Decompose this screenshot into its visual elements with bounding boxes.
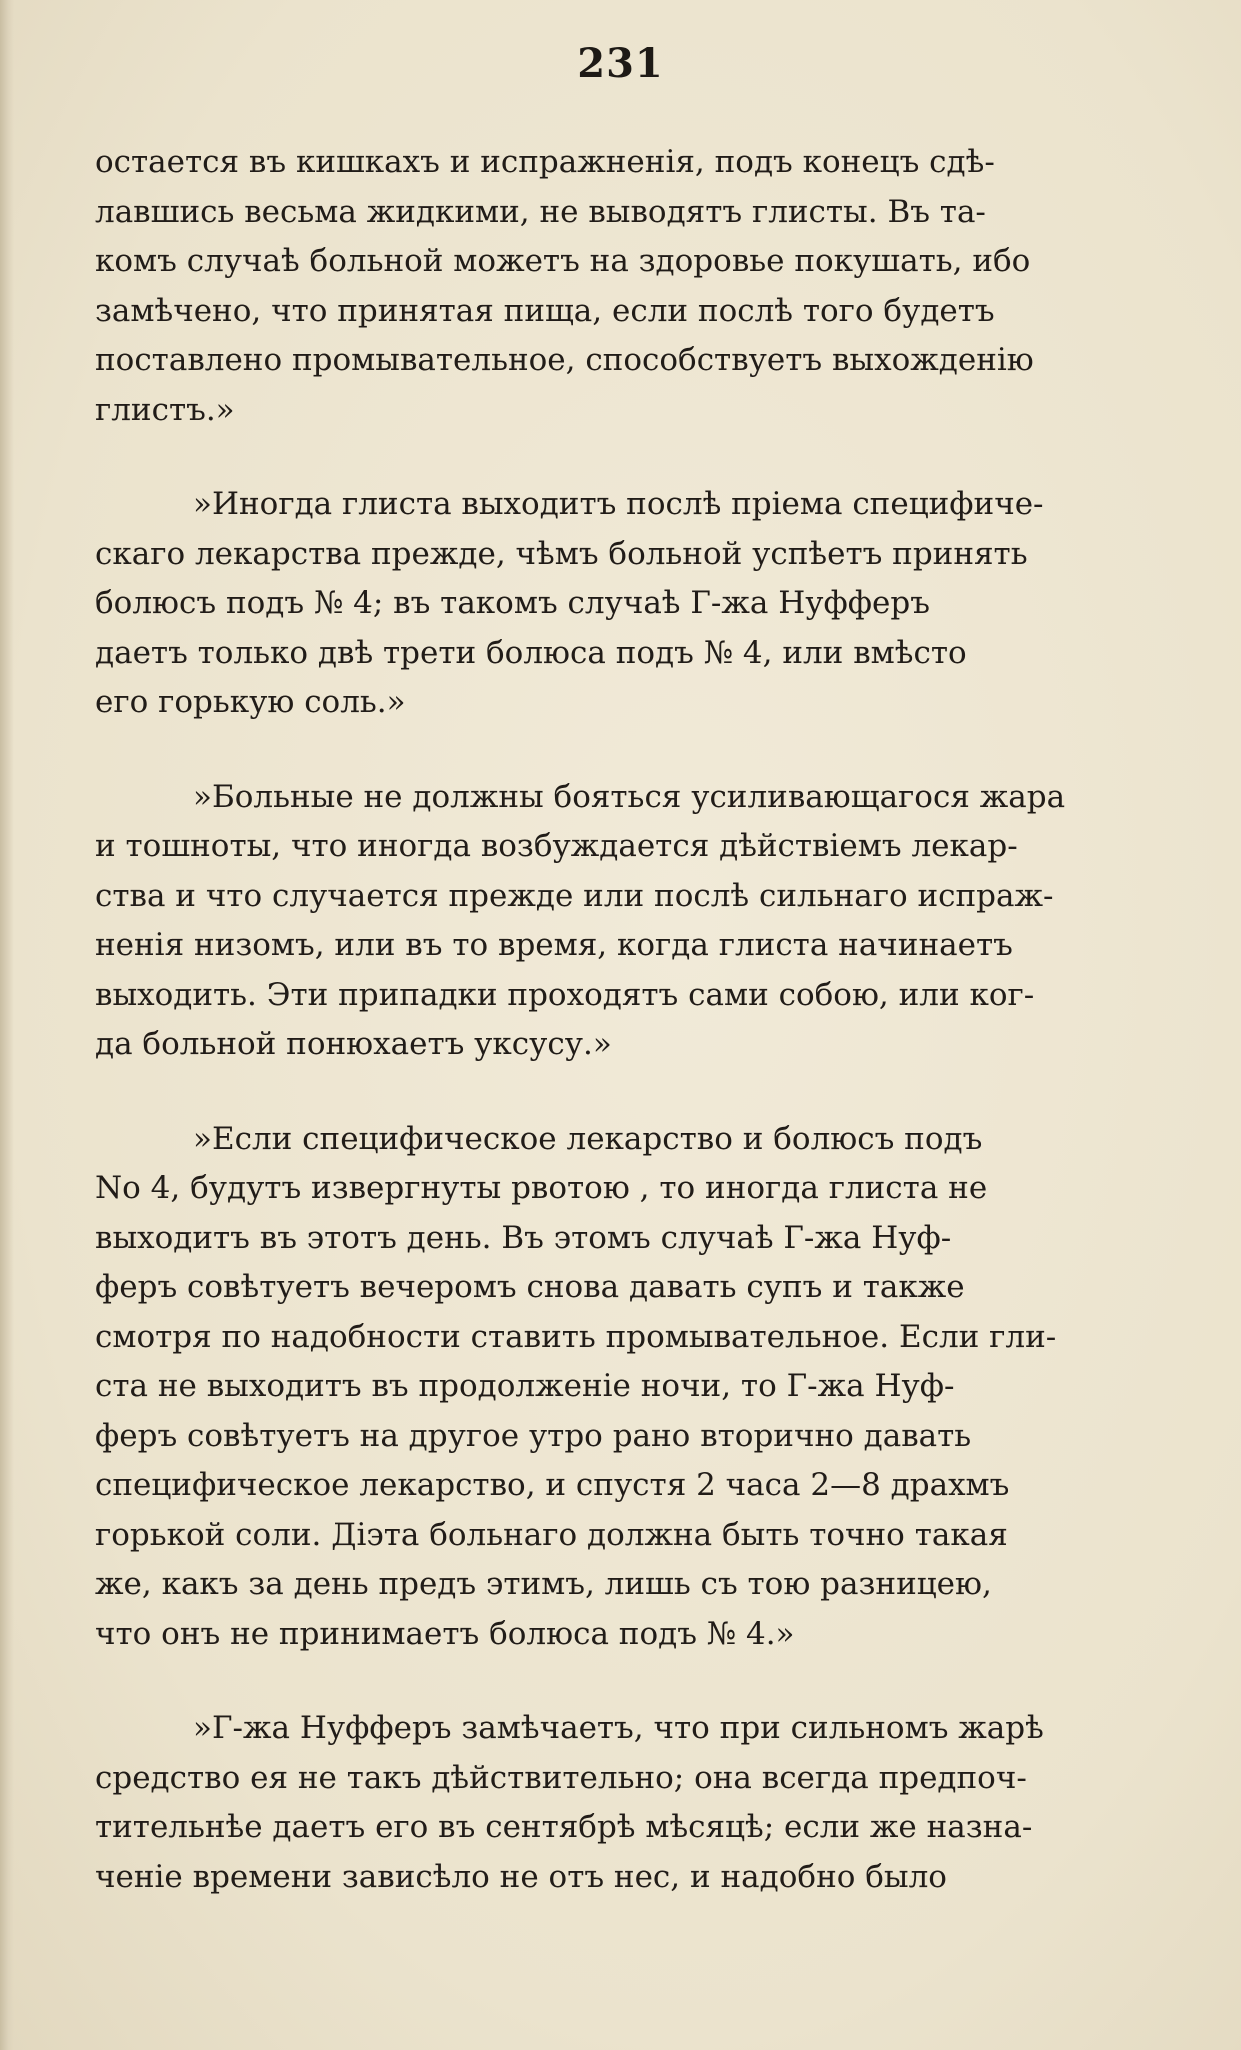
text-line: болюсъ подъ № 4; въ такомъ случаѣ Г-жа Нуфферъ — [95, 585, 930, 621]
text-line: средство ея не такъ дѣйствительно; она всегда предпоч- — [95, 1759, 1027, 1796]
text-line: остается въ кишкахъ и испражненія, подъ конецъ сдѣ- — [95, 144, 995, 180]
paragraph-4 — [95, 1115, 1145, 1660]
text-line: »Если специфическое лекарство и болюсъ подъ — [193, 1120, 983, 1157]
text-line: же, какъ за день предъ этимъ, лишь съ тою разницею, — [95, 1566, 992, 1602]
page-number: 231 — [577, 40, 664, 87]
text-line: ненія низомъ, или въ то время, когда глиста начинаетъ — [95, 927, 1013, 963]
paragraph-5 — [95, 1704, 1145, 1902]
text-line: феръ совѣтуетъ на другое утро рано вторично давать — [95, 1417, 972, 1454]
text-line: скаго лекарства прежде, чѣмъ больной успѣетъ принять — [95, 535, 1028, 572]
text-line: глистъ.» — [95, 391, 235, 428]
text-line: поставлено промывательное, способствуетъ выхожденію — [95, 342, 1034, 378]
text-line: выходить. Эти припадки проходятъ сами собою, или ког- — [95, 976, 1035, 1013]
text-line: »Г-жа Нуфферъ замѣчаетъ, что при сильномъ жарѣ — [193, 1710, 1044, 1746]
text-line: горькой соли. Діэта больнаго должна быть точно такая — [95, 1516, 1008, 1553]
page-gutter-shadow — [0, 0, 14, 2050]
text-line: что онъ не принимаетъ болюса подъ № 4.» — [95, 1615, 795, 1652]
text-line: ченіе времени зависѣло не отъ нес, и надобно было — [95, 1858, 947, 1895]
paragraph-2 — [95, 480, 1145, 728]
text-line: замѣчено, что принятая пища, если послѣ того будетъ — [95, 292, 995, 329]
text-line: его горькую соль.» — [95, 684, 406, 720]
text-line: феръ совѣтуетъ вечеромъ снова давать супъ и также — [95, 1269, 965, 1305]
text-line: даетъ только двѣ трети болюса подъ № 4, или вмѣсто — [95, 634, 967, 671]
paragraph-1 — [95, 138, 1145, 435]
body-text — [95, 138, 1145, 1902]
text-line: »Иногда глиста выходитъ послѣ пріема специфиче- — [193, 486, 1044, 522]
text-line: выходитъ въ этотъ день. Въ этомъ случаѣ Г-жа Нуф- — [95, 1219, 952, 1256]
paragraph-3 — [95, 773, 1145, 1070]
text-line: и тошноты, что иногда возбуждается дѣйствіемъ лекар- — [95, 828, 1018, 864]
text-line: комъ случаѣ больной можетъ на здоровье покушать, ибо — [95, 243, 1031, 279]
text-line: »Больные не должны бояться усиливающагося жара — [193, 778, 1066, 815]
text-line: лавшись весьма жидкими, не выводятъ глисты. Въ та- — [95, 193, 986, 230]
text-line: ста не выходитъ въ продолженіе ночи, то Г-жа Нуф- — [95, 1368, 955, 1404]
text-line: No 4, будутъ извергнуты рвотою , то иногда глиста не — [95, 1170, 988, 1206]
text-line: ства и что случается прежде или послѣ сильнаго испраж- — [95, 877, 1054, 914]
text-line: специфическое лекарство, и спустя 2 часа 2—8 драхмъ — [95, 1467, 1010, 1503]
text-line: тительнѣе даетъ его въ сентябрѣ мѣсяцѣ; если же назна- — [95, 1809, 1033, 1845]
text-line: смотря по надобности ставить промывательное. Если гли- — [95, 1318, 1057, 1355]
text-line: да больной понюхаетъ уксусу.» — [95, 1026, 612, 1062]
